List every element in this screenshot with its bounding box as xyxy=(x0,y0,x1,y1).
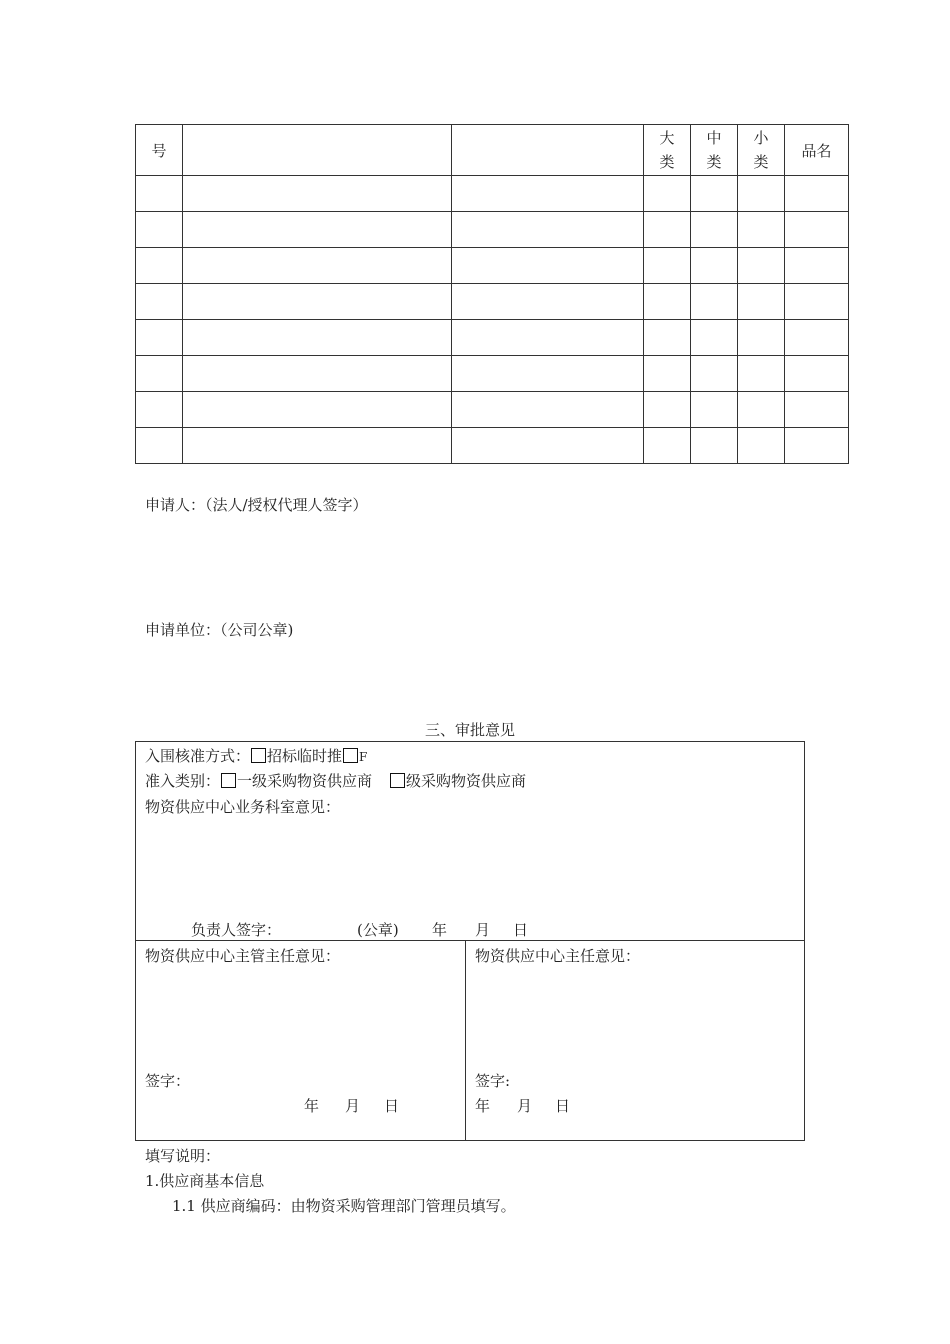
goods-table-header-row xyxy=(136,125,849,176)
table-cell[interactable] xyxy=(785,284,849,320)
table-cell[interactable] xyxy=(452,248,644,284)
table-cell[interactable] xyxy=(183,392,452,428)
table-cell[interactable] xyxy=(183,176,452,212)
table-cell[interactable] xyxy=(691,176,738,212)
table-cell[interactable] xyxy=(644,392,691,428)
table-cell[interactable] xyxy=(691,392,738,428)
table-cell[interactable] xyxy=(644,320,691,356)
table-cell[interactable] xyxy=(644,284,691,320)
table-cell[interactable] xyxy=(136,392,183,428)
instructions-title: 填写说明： xyxy=(145,1147,221,1165)
table-cell[interactable] xyxy=(136,320,183,356)
goods-table-body xyxy=(136,176,849,464)
table-cell[interactable] xyxy=(691,212,738,248)
table-cell[interactable] xyxy=(452,176,644,212)
table-row xyxy=(136,284,849,320)
admission-category-label: 准入类别： xyxy=(145,772,221,790)
instructions-item-1: 1.供应商基本信息 xyxy=(145,1172,265,1190)
table-cell[interactable] xyxy=(452,320,644,356)
header-major-category-text: 大 类 xyxy=(659,129,675,171)
header-mid-category-text: 中 类 xyxy=(706,129,722,171)
director-opinion-label: 物资供应中心主任意见： xyxy=(475,947,641,965)
table-cell[interactable] xyxy=(452,212,644,248)
table-cell[interactable] xyxy=(738,428,785,464)
tier1-option-label: 一级采购物资供应商 xyxy=(237,772,373,790)
director-date-year: 年 xyxy=(475,1097,491,1115)
applicant-unit-label: 申请单位：（公司公章) xyxy=(145,621,294,639)
dept-date-day: 日 xyxy=(513,921,529,939)
tender-option-label: 招标临时推 xyxy=(267,747,343,765)
table-cell[interactable] xyxy=(738,248,785,284)
applicant-signature-label: 申请人：（法人/授权代理人签字） xyxy=(145,496,368,514)
table-cell[interactable] xyxy=(738,212,785,248)
table-cell[interactable] xyxy=(738,356,785,392)
other-method-checkbox[interactable] xyxy=(343,748,358,763)
admission-category-row xyxy=(145,770,526,791)
table-cell[interactable] xyxy=(644,248,691,284)
table-cell[interactable] xyxy=(136,176,183,212)
dept-seal-label: (公章) xyxy=(357,921,399,939)
table-cell[interactable] xyxy=(452,284,644,320)
supervisor-date-month: 月 xyxy=(345,1097,361,1115)
table-cell[interactable] xyxy=(183,212,452,248)
table-cell[interactable] xyxy=(183,284,452,320)
goods-table xyxy=(135,124,849,464)
table-cell[interactable] xyxy=(738,176,785,212)
table-cell[interactable] xyxy=(183,320,452,356)
table-cell[interactable] xyxy=(136,248,183,284)
table-cell[interactable] xyxy=(644,356,691,392)
header-col-2 xyxy=(183,125,452,176)
header-product-name: 品名 xyxy=(785,125,849,176)
approval-divider-vertical xyxy=(465,940,466,1140)
table-cell[interactable] xyxy=(691,320,738,356)
header-minor-category-text: 小 类 xyxy=(753,129,769,171)
table-row xyxy=(136,356,849,392)
table-cell[interactable] xyxy=(785,176,849,212)
table-row xyxy=(136,176,849,212)
approval-divider-horizontal xyxy=(135,940,804,941)
table-row xyxy=(136,248,849,284)
table-cell[interactable] xyxy=(136,212,183,248)
table-cell[interactable] xyxy=(738,392,785,428)
approval-section-title: 三、审批意见 xyxy=(425,721,516,739)
dept-date-month: 月 xyxy=(475,921,491,939)
supervisor-opinion-label: 物资供应中心主管主任意见： xyxy=(145,947,341,965)
table-cell[interactable] xyxy=(136,356,183,392)
table-cell[interactable] xyxy=(785,356,849,392)
table-cell[interactable] xyxy=(738,320,785,356)
table-cell[interactable] xyxy=(785,320,849,356)
table-cell[interactable] xyxy=(785,212,849,248)
header-minor-category xyxy=(738,125,785,176)
admission-method-row xyxy=(145,745,367,766)
table-cell[interactable] xyxy=(452,428,644,464)
table-cell[interactable] xyxy=(691,428,738,464)
other-method-label: F xyxy=(359,750,368,764)
table-cell[interactable] xyxy=(183,356,452,392)
tier2-option-label: 级采购物资供应商 xyxy=(406,772,527,790)
table-row xyxy=(136,392,849,428)
table-cell[interactable] xyxy=(452,356,644,392)
instructions-item-1-1: 1.1 供应商编码：由物资采购管理部门管理员填写。 xyxy=(172,1197,516,1215)
tender-checkbox[interactable] xyxy=(251,748,266,763)
header-mid-category xyxy=(691,125,738,176)
dept-signature-label: 负责人签字： xyxy=(191,921,282,939)
table-cell[interactable] xyxy=(785,392,849,428)
table-cell[interactable] xyxy=(452,392,644,428)
supervisor-date-year: 年 xyxy=(304,1097,320,1115)
table-row xyxy=(136,212,849,248)
table-cell[interactable] xyxy=(691,356,738,392)
table-cell[interactable] xyxy=(785,428,849,464)
director-date-day: 日 xyxy=(555,1097,571,1115)
dept-opinion-label: 物资供应中心业务科室意见： xyxy=(145,798,341,816)
table-cell[interactable] xyxy=(644,212,691,248)
table-cell[interactable] xyxy=(644,428,691,464)
dept-date-year: 年 xyxy=(432,921,448,939)
admission-method-label: 入围核准方式： xyxy=(145,747,251,765)
table-cell[interactable] xyxy=(644,176,691,212)
table-cell[interactable] xyxy=(183,248,452,284)
table-cell[interactable] xyxy=(785,248,849,284)
table-row xyxy=(136,320,849,356)
tier2-checkbox[interactable] xyxy=(390,773,405,788)
header-col-3 xyxy=(452,125,644,176)
table-cell[interactable] xyxy=(136,428,183,464)
table-cell[interactable] xyxy=(136,284,183,320)
supervisor-date-day: 日 xyxy=(384,1097,400,1115)
table-cell[interactable] xyxy=(691,248,738,284)
table-cell[interactable] xyxy=(691,284,738,320)
tier1-checkbox[interactable] xyxy=(221,773,236,788)
director-date-month: 月 xyxy=(517,1097,533,1115)
header-number: 号 xyxy=(136,125,183,176)
table-cell[interactable] xyxy=(183,428,452,464)
header-major-category xyxy=(644,125,691,176)
table-row xyxy=(136,428,849,464)
supervisor-sign-label: 签字： xyxy=(145,1072,191,1090)
director-sign-label: 签字: xyxy=(475,1072,511,1090)
table-cell[interactable] xyxy=(738,284,785,320)
